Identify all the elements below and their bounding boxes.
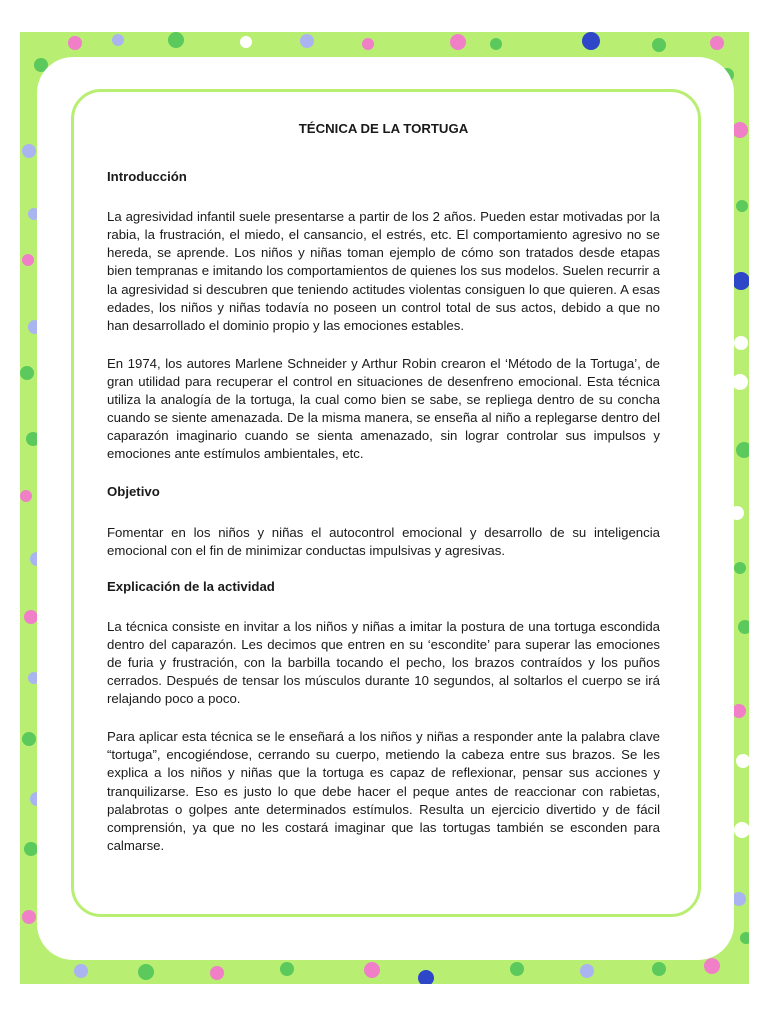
polka-dot — [362, 38, 374, 50]
polka-dot — [20, 366, 34, 380]
polka-dot — [22, 144, 36, 158]
polka-dot — [280, 962, 294, 976]
polka-dot — [300, 34, 314, 48]
polka-dot — [138, 964, 154, 980]
polka-dot — [168, 32, 184, 48]
polka-dot — [24, 610, 38, 624]
section-heading-introduccion: Introducción — [107, 169, 187, 185]
intro-paragraph-2: En 1974, los autores Marlene Schneider y Arthur Robin crearon el ‘Método de la Tortuga’, de gran utilidad para recuperar el control en situaciones de desenfreno emocional. Esta técnica utiliza la analogía de la tortuga, la cual como bien se sabe, se repliega dentro de su concha cuando se siente amenazada. De la misma manera, se enseña al niño a replegarse dentro del caparazón imaginario cuando se sienta amenazado, sin lograr controlar sus impulsos y emociones ante estímulos ambientales, etc. — [107, 355, 660, 462]
polka-dot — [734, 562, 746, 574]
polka-dot — [704, 958, 720, 974]
polka-dot — [736, 200, 748, 212]
polka-dot — [68, 36, 82, 50]
polka-dot — [732, 704, 746, 718]
section-heading-explicacion: Explicación de la actividad — [107, 578, 275, 594]
polka-dot — [652, 38, 666, 52]
objetivo-paragraph: Fomentar en los niños y niñas el autocontrol emocional y desarrollo de su inteligencia emocional con el fin de minimizar conductas impulsivas y agresivas. — [107, 524, 660, 558]
polka-dot — [240, 36, 252, 48]
polka-dot — [74, 964, 88, 978]
polka-dot — [210, 966, 224, 980]
document-body — [107, 120, 660, 875]
section-heading-objetivo: Objetivo — [107, 484, 160, 500]
polka-dot — [732, 892, 746, 906]
polka-dot — [736, 442, 749, 458]
polka-dot — [652, 962, 666, 976]
document-title: TÉCNICA DE LA TORTUGA — [298, 121, 469, 136]
polka-dot — [450, 34, 466, 50]
polka-dot — [20, 490, 32, 502]
polka-dot — [580, 964, 594, 978]
polka-dot — [734, 822, 749, 838]
polka-dot — [364, 962, 380, 978]
polka-dot — [732, 272, 749, 290]
intro-paragraph-1: La agresividad infantil suele presentarse a partir de los 2 años. Pueden estar motivadas por la rabia, la frustración, el miedo, el cansancio, el estrés, etc. El comportamiento agresivo no se hereda, se aprende. Los niños y niñas toman ejemplo de cómo son tratados desde etapas bien tempranas e imitando los comportamientos de quienes los sus modelos. Suelen recurrir a la agresividad si descubren que teniendo actitudes violentas consiguen lo que quieren. A esas edades, los niños y niñas todavía no poseen un control total de sus actos, debido a que no han desarrollado el dominio propio y las emociones estables. — [107, 209, 660, 333]
polka-dot — [112, 34, 124, 46]
polka-dot — [710, 36, 724, 50]
polka-dot — [732, 122, 748, 138]
explicacion-paragraph-1: La técnica consiste en invitar a los niños y niñas a imitar la postura de una tortuga escondida dentro del caparazón. Les decimos que entren en su ‘escondite’ para superar las emociones de furia y frustración, con la barbilla tocando el pecho, los brazos contraídos y los puños cerrados. Después de tensar los músculos durante 10 segundos, al soltarlos el cuerpo se irá relajando poco a poco. — [107, 618, 660, 707]
polka-dot — [22, 254, 34, 266]
polka-dot — [582, 32, 600, 50]
polka-dot — [22, 732, 36, 746]
polka-dot — [734, 336, 748, 350]
polka-dot — [738, 620, 749, 634]
polka-dot — [740, 932, 749, 944]
polka-dot — [418, 970, 434, 984]
polka-dot — [22, 910, 36, 924]
polka-dot — [510, 962, 524, 976]
polka-dot — [490, 38, 502, 50]
polka-dot — [24, 842, 38, 856]
polka-dot — [736, 754, 749, 768]
polka-dot — [732, 374, 748, 390]
explicacion-paragraph-2: Para aplicar esta técnica se le enseñará a los niños y niñas a responder ante la palabra clave “tortuga”, encogiéndose, cerrando su cuerpo, metiendo la cabeza entre sus brazos. Se les explica a los niños y niñas que la tortuga es capaz de reflexionar, pensar sus acciones y tranquilizarse. Eso es justo lo que debe hacer el peque antes de reaccionar con rabietas, palabrotas o golpes ante determinados estímulos. Resulta un ejercicio divertido y de fácil comprensión, ya que no les costará imaginar que las tortugas también se esconden para calmarse. — [107, 729, 660, 853]
